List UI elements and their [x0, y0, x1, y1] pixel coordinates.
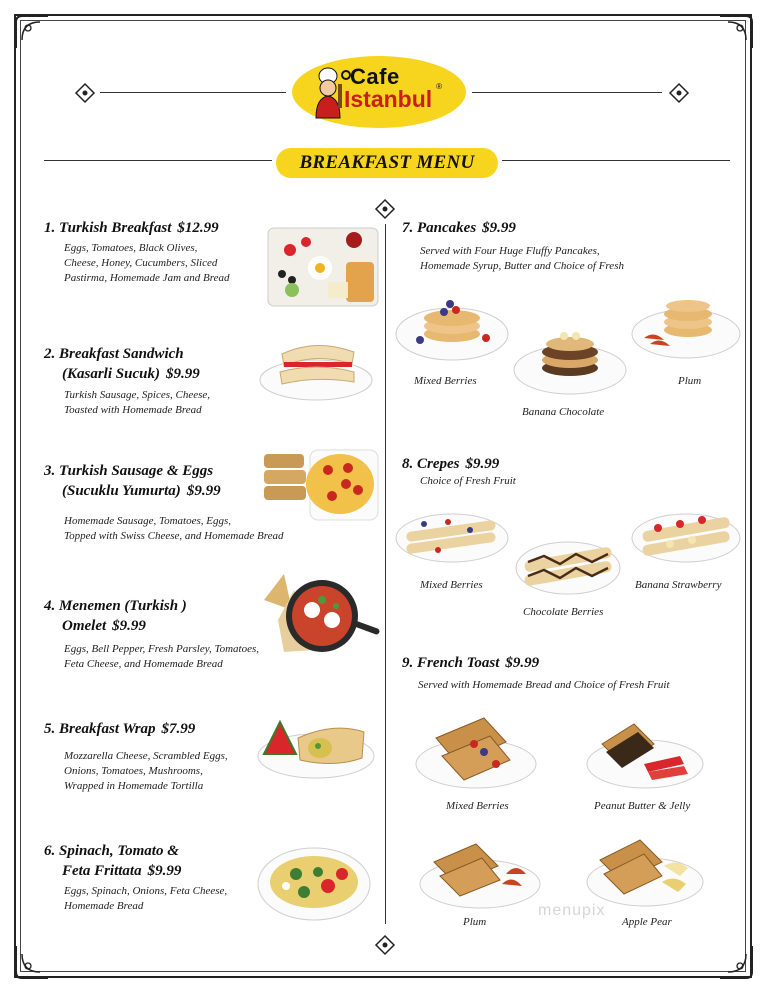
item-description: Pastirma, Homemade Jam and Bread	[64, 272, 230, 284]
item-description: Toasted with Homemade Bread	[64, 404, 202, 416]
photo-caption: Banana Chocolate	[522, 406, 605, 418]
page-title: BREAKFAST MENU	[299, 152, 475, 173]
item-title: 6. Spinach, Tomato &	[44, 843, 179, 859]
item-description: Eggs, Spinach, Onions, Feta Cheese,	[64, 885, 228, 897]
breakfast-menu-banner	[276, 148, 498, 178]
french-toast-plum-photo	[418, 834, 542, 914]
menemen-skillet-photo	[254, 570, 384, 660]
item-title: Feta Frittata $9.99	[62, 863, 182, 879]
item-description: Topped with Swiss Cheese, and Homemade Bread	[64, 530, 284, 542]
item-description: Mozzarella Cheese, Scrambled Eggs,	[64, 750, 228, 762]
item-price: $9.99	[465, 456, 500, 472]
cafe-istanbul-logo	[292, 56, 466, 128]
photo-caption: Plum	[463, 916, 487, 928]
photo-caption: Mixed Berries	[446, 800, 509, 812]
item-description: Eggs, Tomatoes, Black Olives,	[64, 242, 198, 254]
header-rule	[100, 92, 286, 93]
item-price: $9.99	[147, 863, 182, 879]
item-description: Homemade Bread	[64, 900, 144, 912]
item-price: $9.99	[482, 220, 516, 236]
photo-caption: Mixed Berries	[414, 375, 477, 387]
pancakes-mixed-berries-photo	[394, 290, 512, 362]
item-title: 4. Menemen (Turkish )	[44, 598, 187, 614]
french-toast-mixed-berries-photo	[414, 712, 538, 792]
item-title: Omelet $9.99	[62, 618, 146, 634]
flourish-icon	[374, 198, 396, 220]
item-price: $9.99	[505, 655, 540, 671]
item-description: Choice of Fresh Fruit	[420, 475, 516, 487]
item-price: $9.99	[112, 618, 146, 634]
photo-caption: Plum	[678, 375, 702, 387]
item-title: 9. French Toast $9.99	[402, 655, 540, 671]
flourish-icon	[374, 934, 396, 956]
logo-istanbul-text: Istanbul	[344, 86, 433, 112]
pancakes-plum-photo	[630, 290, 742, 362]
item-title: (Sucuklu Yumurta) $9.99	[62, 483, 221, 499]
item-title: 2. Breakfast Sandwich	[44, 346, 184, 362]
item-description: Homemade Sausage, Tomatoes, Eggs,	[64, 515, 232, 527]
item-price: $9.99	[186, 483, 221, 499]
photo-caption: Chocolate Berries	[523, 606, 604, 618]
watermark: menupix	[538, 902, 606, 919]
french-toast-apple-pear-photo	[584, 832, 706, 912]
banner-rule	[502, 160, 730, 161]
photo-caption: Mixed Berries	[420, 579, 483, 591]
photo-caption: Apple Pear	[622, 916, 672, 928]
banner-rule	[44, 160, 272, 161]
flourish-icon	[74, 82, 96, 104]
crepes-banana-strawberry-photo	[630, 504, 742, 566]
item-description: Wrapped in Homemade Tortilla	[64, 780, 204, 792]
item-title: (Kasarli Sucuk) $9.99	[62, 366, 200, 382]
item-description: Feta Cheese, and Homemade Bread	[64, 658, 223, 670]
photo-caption: Banana Strawberry	[635, 579, 722, 591]
item-title: 1. Turkish Breakfast $12.99	[44, 220, 219, 236]
item-description: Eggs, Bell Pepper, Fresh Parsley, Tomatoes,	[64, 643, 260, 655]
registered-mark: ®	[436, 82, 442, 91]
spinach-frittata-photo	[256, 842, 374, 924]
item-title: 7. Pancakes $9.99	[402, 220, 516, 236]
item-title: 3. Turkish Sausage & Eggs	[44, 463, 214, 479]
item-price: $12.99	[177, 220, 219, 236]
turkish-breakfast-photo	[262, 218, 384, 310]
breakfast-wrap-photo	[254, 708, 376, 782]
item-description: Cheese, Honey, Cucumbers, Sliced	[64, 257, 218, 269]
corner-ornament-icon	[718, 944, 754, 980]
item-title: 8. Crepes $9.99	[402, 456, 500, 472]
french-toast-pbj-photo	[584, 714, 706, 792]
item-description: Served with Four Huge Fluffy Pancakes,	[420, 245, 600, 257]
item-description: Served with Homemade Bread and Choice of Fresh Fruit	[418, 679, 670, 691]
item-description: Onions, Tomatoes, Mushrooms,	[64, 765, 203, 777]
column-divider	[385, 224, 386, 924]
header-rule	[472, 92, 662, 93]
item-price: $7.99	[161, 721, 196, 737]
item-price: $9.99	[165, 366, 200, 382]
corner-ornament-icon	[718, 14, 754, 50]
sausage-eggs-photo	[260, 446, 380, 524]
pancakes-banana-chocolate-photo	[512, 324, 628, 398]
logo-cafe-text: Cafe	[350, 64, 400, 89]
corner-ornament-icon	[14, 944, 50, 980]
item-description: Turkish Sausage, Spices, Cheese,	[64, 389, 211, 401]
photo-caption: Peanut Butter & Jelly	[594, 800, 691, 812]
crepes-chocolate-berries-photo	[514, 528, 622, 598]
flourish-icon	[668, 82, 690, 104]
item-description: Homemade Syrup, Butter and Choice of Fresh	[420, 260, 624, 272]
crepes-mixed-berries-photo	[394, 504, 510, 566]
item-title: 5. Breakfast Wrap $7.99	[44, 721, 196, 737]
corner-ornament-icon	[14, 14, 50, 50]
breakfast-sandwich-photo	[258, 336, 376, 402]
